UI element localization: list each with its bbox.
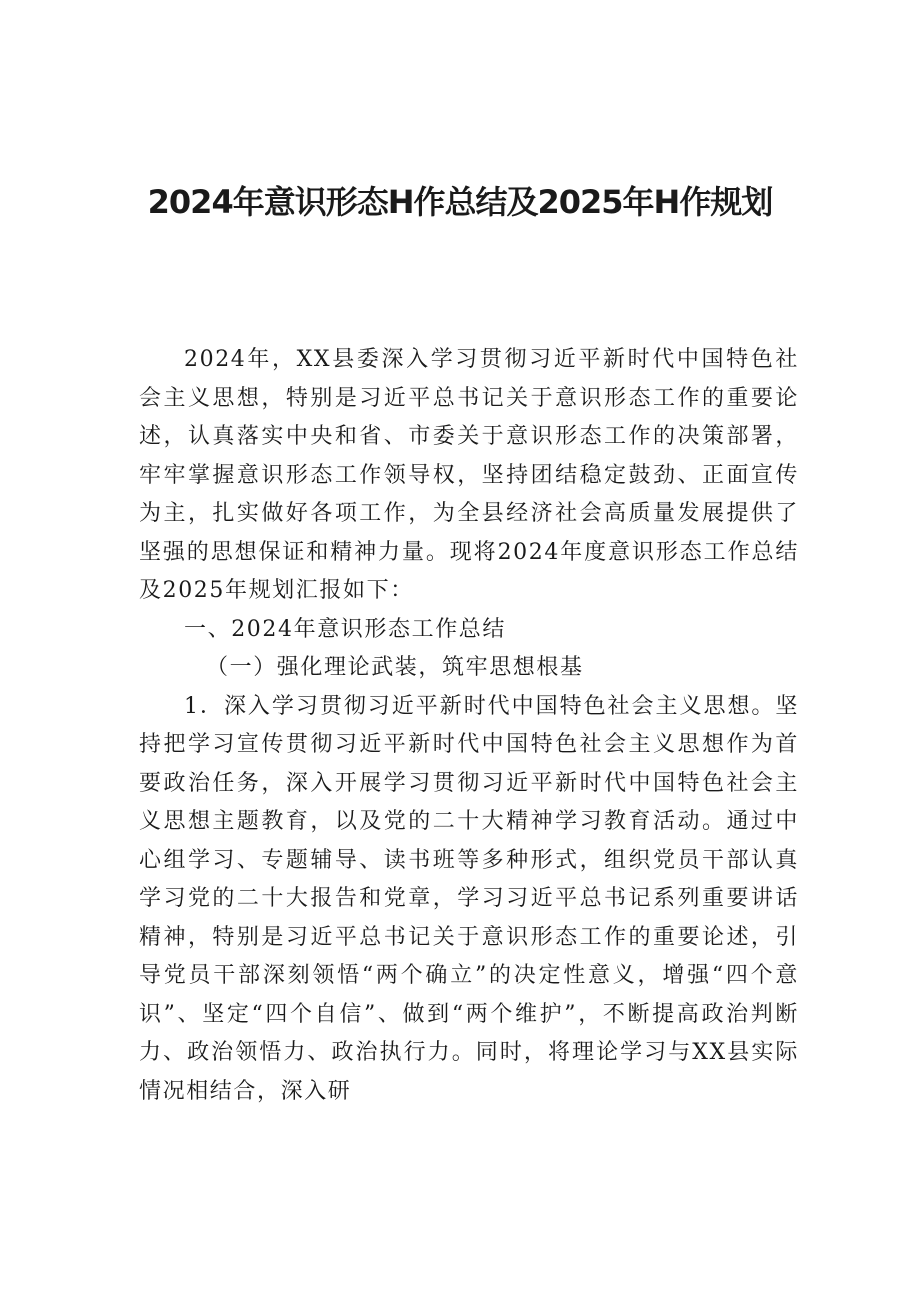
document-title: 2024年意识形态H作总结及2025年H作规划 xyxy=(147,183,773,221)
subsection-heading-1: （一）强化理论武装，筑牢思想根基 xyxy=(206,655,584,680)
section-heading-1: 一、2024年意识形态工作总结 xyxy=(184,616,506,642)
intro-paragraph: 2024年，XX县委深入学习贯彻习近平新时代中国特色社会主义思想，特别是习近平总书记关于意识形态工作的重要论述，认真落实中央和省、市委关于意识形态工作的决策部署，牢牢掌握意识形态工作领导权，坚持团结稳定鼓劲、正面宣传为主，扎实做好各项工作，为全县经济社会高质量发展提供了坚强的思想保证和精神力量。现将2024年度意识形态工作总结及2025年规划汇报如下： xyxy=(139,347,799,603)
document-body xyxy=(139,341,799,1111)
item-paragraph-1: 1．深入学习贯彻习近平新时代中国特色社会主义思想。坚持把学习宣传贯彻习近平新时代中国特色社会主义思想作为首要政治任务，深入开展学习贯彻习近平新时代中国特色社会主义思想主题教育，以及党的二十大精神学习教育活动。通过中心组学习、专题辅导、读书班等多种形式，组织党员干部认真学习党的二十大报告和党章，学习习近平总书记系列重要讲话精神，特别是习近平总书记关于意识形态工作的重要论述，引导党员干部深刻领悟“两个确立”的决定性意义，增强“四个意识”、坚定“四个自信”、做到“两个维护”，不断提高政治判断力、政治领悟力、政治执行力。同时，将理论学习与XX县实际情况相结合，深入研 xyxy=(139,693,799,1104)
